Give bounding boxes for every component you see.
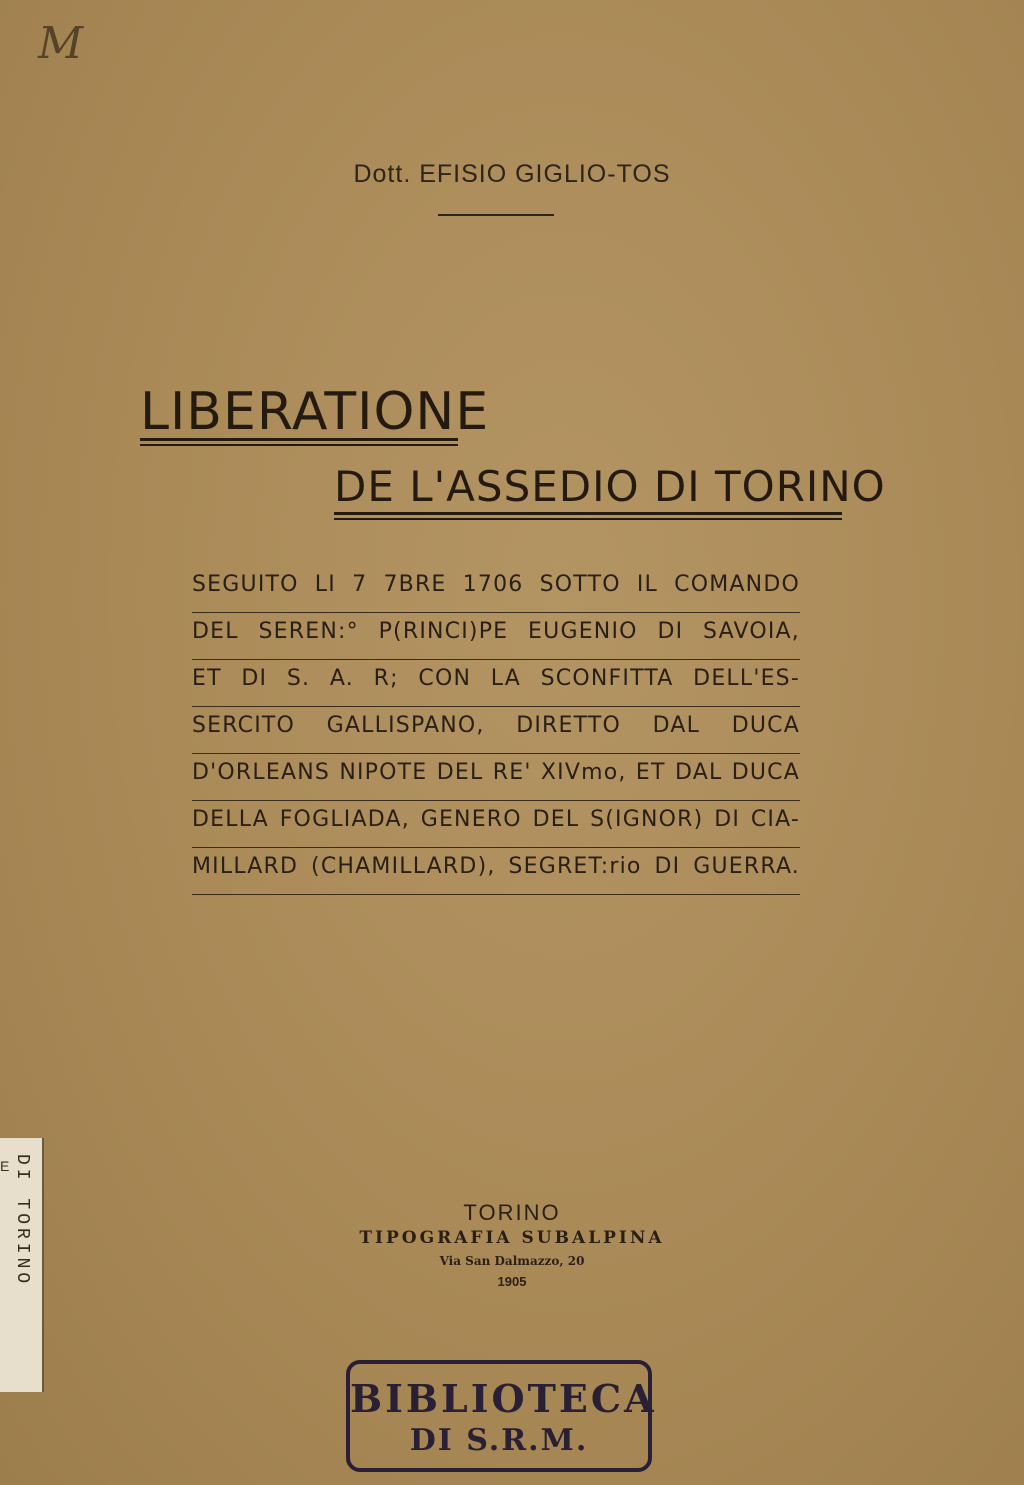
subtitle-line: D'ORLEANS NIPOTE DEL RE' XIVmo, ET DAL DUCA [192,754,800,801]
imprint-year: 1905 [497,1274,527,1289]
subtitle-block [192,566,800,895]
secondary-title-underline [334,512,842,520]
author-name: Dott. EFISIO GIGLIO-TOS [353,160,671,188]
secondary-title: DE L'ASSEDIO DI TORINO [334,462,886,511]
stamp-line1: BIBLIOTECA [350,1376,657,1421]
subtitle-line: DEL SEREN:° P(RINCI)PE EUGENIO DI SAVOIA, [192,613,800,660]
imprint-printer: TIPOGRAFIA SUBALPINA [359,1228,665,1248]
label-edge-letter: E [0,1158,10,1174]
subtitle-line: MILLARD (CHAMILLARD), SEGRET:rio DI GUERRA. [192,848,800,895]
author-divider [438,214,554,216]
imprint-city: TORINO [463,1200,561,1225]
main-title: LIBERATIONE [140,382,490,442]
subtitle-line: SERCITO GALLISPANO, DIRETTO DAL DUCA [192,707,800,754]
subtitle-line: ET DI S. A. R; CON LA SCONFITTA DELL'ES- [192,660,800,707]
library-spine-label [0,1138,44,1392]
subtitle-line: SEGUITO LI 7 7BRE 1706 SOTTO IL COMANDO [192,566,800,613]
library-stamp [346,1360,657,1472]
stamp-line2: DI S.R.M. [409,1423,589,1458]
imprint-address: Via San Dalmazzo, 20 [439,1254,585,1268]
handwritten-mark: M [38,18,84,69]
subtitle-line: DELLA FOGLIADA, GENERO DEL S(IGNOR) DI CIA- [192,801,800,848]
label-text: DI TORINO [12,1154,32,1288]
main-title-underline [140,438,458,446]
